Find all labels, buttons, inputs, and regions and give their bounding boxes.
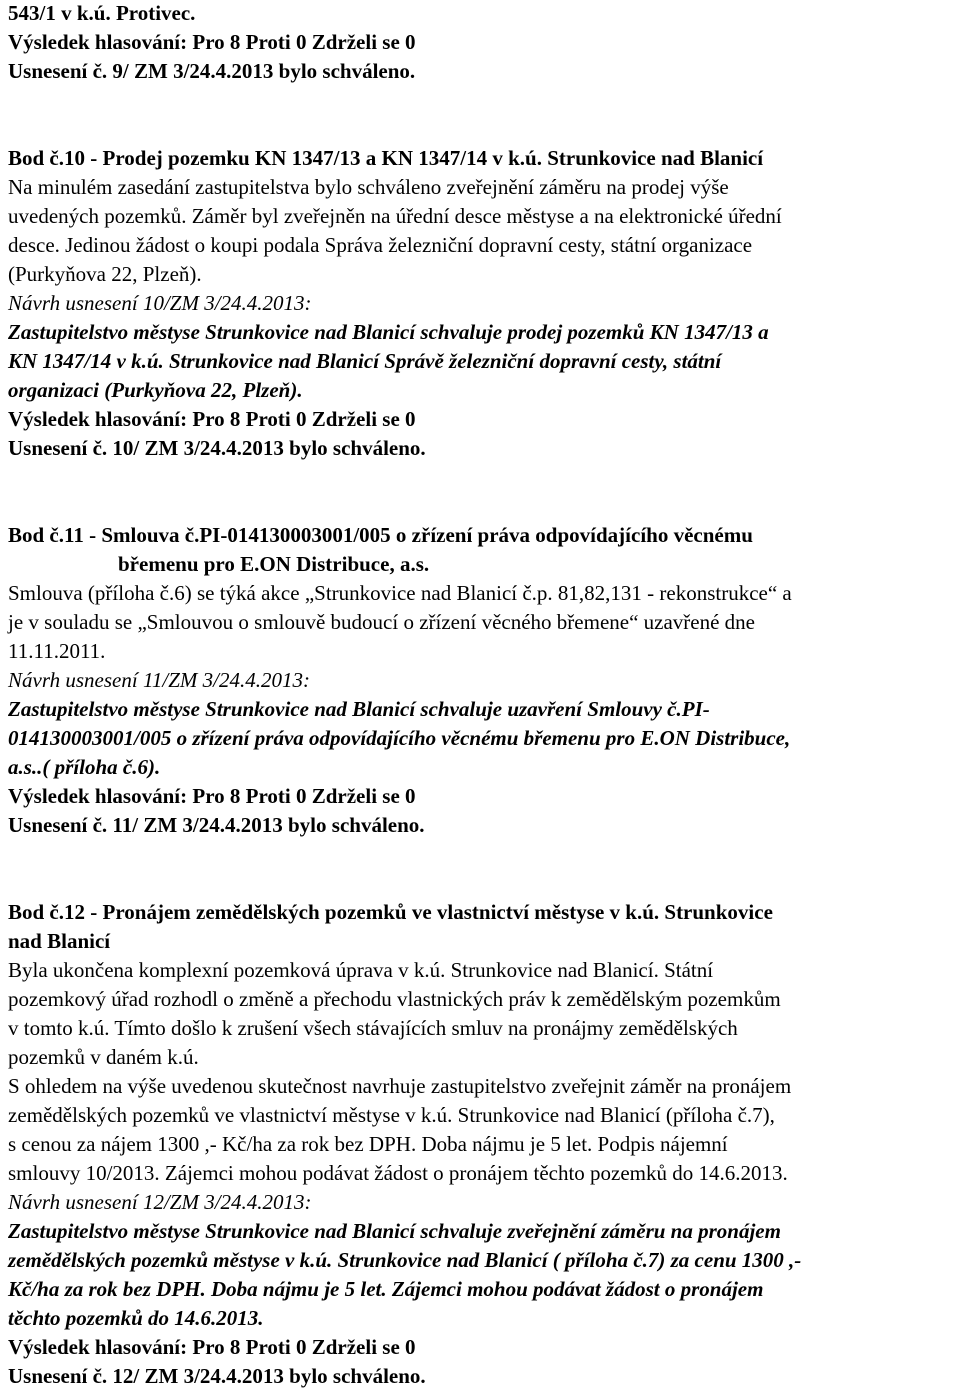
text-line: 014130003001/005 o zřízení práva odpovídajícího věcnému břemenu pro E.ON Distribuce,	[8, 726, 791, 750]
text-line: smlouvy 10/2013. Zájemci mohou podávat žádost o pronájem těchto pozemků do 14.6.2013.	[8, 1161, 788, 1185]
text-line: Zastupitelstvo městyse Strunkovice nad Blanicí schvaluje prodej pozemků KN 1347/13 a	[8, 320, 769, 344]
text-line: Návrh usnesení 12/ZM 3/24.4.2013:	[8, 1190, 312, 1214]
text-line: Usnesení č. 10/ ZM 3/24.4.2013 bylo schváleno.	[8, 436, 426, 460]
text-line: je v souladu se „Smlouvou o smlouvě budoucí o zřízení věcného břemene“ uzavřené dne	[8, 610, 756, 634]
text-line: Byla ukončena komplexní pozemková úprava v k.ú. Strunkovice nad Blanicí. Státní	[8, 958, 714, 982]
text-line: zemědělských pozemků městyse v k.ú. Strunkovice nad Blanicí ( příloha č.7) za cenu 1300 ,-	[8, 1248, 802, 1272]
text-line: Návrh usnesení 10/ZM 3/24.4.2013:	[8, 291, 312, 315]
text-line: Smlouva (příloha č.6) se týká akce „Strunkovice nad Blanicí č.p. 81,82,131 - rekonstrukce“ a	[8, 581, 792, 605]
text-line: těchto pozemků do 14.6.2013.	[8, 1306, 264, 1330]
text-line: organizaci (Purkyňova 22, Plzeň).	[8, 378, 303, 402]
text-line: břemenu pro E.ON Distribuce, a.s.	[118, 552, 430, 576]
text-line: KN 1347/14 v k.ú. Strunkovice nad Blanicí Správě železniční dopravní cesty, státní	[8, 349, 722, 373]
text-line: pozemků v daném k.ú.	[8, 1045, 199, 1069]
text-line: desce. Jedinou žádost o koupi podala Správa železniční dopravní cesty, státní organizace	[8, 233, 753, 257]
text-line: S ohledem na výše uvedenou skutečnost navrhuje zastupitelstvo zveřejnit záměr na pronájem	[8, 1074, 792, 1098]
text-line: Výsledek hlasování: Pro 8 Proti 0 Zdrželi se 0	[8, 30, 416, 54]
text-line: Usnesení č. 9/ ZM 3/24.4.2013 bylo schváleno.	[8, 59, 416, 83]
text-line: v tomto k.ú. Tímto došlo k zrušení všech stávajících smluv na pronájmy zemědělských	[8, 1016, 738, 1040]
text-line: Výsledek hlasování: Pro 8 Proti 0 Zdrželi se 0	[8, 784, 416, 808]
text-line: Zastupitelstvo městyse Strunkovice nad Blanicí schvaluje uzavření Smlouvy č.PI-	[8, 697, 710, 721]
text-line: Výsledek hlasování: Pro 8 Proti 0 Zdrželi se 0	[8, 1335, 416, 1359]
text-line: Bod č.12 - Pronájem zemědělských pozemků ve vlastnictví městyse v k.ú. Strunkovice	[8, 900, 773, 924]
text-line: 543/1 v k.ú. Protivec.	[8, 1, 196, 25]
text-line: nad Blanicí	[8, 929, 111, 953]
text-line: 11.11.2011.	[8, 639, 106, 663]
text-line: a.s..( příloha č.6).	[8, 755, 161, 779]
text-line: (Purkyňova 22, Plzeň).	[8, 262, 202, 286]
text-line: s cenou za nájem 1300 ,- Kč/ha za rok bez DPH. Doba nájmu je 5 let. Podpis nájemní	[8, 1132, 728, 1156]
text-line: zemědělských pozemků ve vlastnictví městyse v k.ú. Strunkovice nad Blanicí (příloha č.7),	[8, 1103, 775, 1127]
text-line: Bod č.11 - Smlouva č.PI-014130003001/005 o zřízení práva odpovídajícího věcnému	[8, 523, 753, 547]
text-line: Usnesení č. 12/ ZM 3/24.4.2013 bylo schváleno.	[8, 1364, 426, 1388]
text-line: Na minulém zasedání zastupitelstva bylo schváleno zveřejnění záměru na prodej výše	[8, 175, 729, 199]
text-line: pozemkový úřad rozhodl o změně a přechodu vlastnických práv k zemědělským pozemkům	[8, 987, 781, 1011]
text-line: Bod č.10 - Prodej pozemku KN 1347/13 a KN 1347/14 v k.ú. Strunkovice nad Blanicí	[8, 146, 764, 170]
text-line: Kč/ha za rok bez DPH. Doba nájmu je 5 let. Zájemci mohou podávat žádost o pronájem	[8, 1277, 764, 1301]
text-line: uvedených pozemků. Záměr byl zveřejněn na úřední desce městyse a na elektronické úřední	[8, 204, 782, 228]
text-line: Zastupitelstvo městyse Strunkovice nad Blanicí schvaluje zveřejnění záměru na pronájem	[8, 1219, 781, 1243]
text-line: Usnesení č. 11/ ZM 3/24.4.2013 bylo schváleno.	[8, 813, 425, 837]
text-line: Výsledek hlasování: Pro 8 Proti 0 Zdrželi se 0	[8, 407, 416, 431]
text-line: Návrh usnesení 11/ZM 3/24.4.2013:	[8, 668, 310, 692]
